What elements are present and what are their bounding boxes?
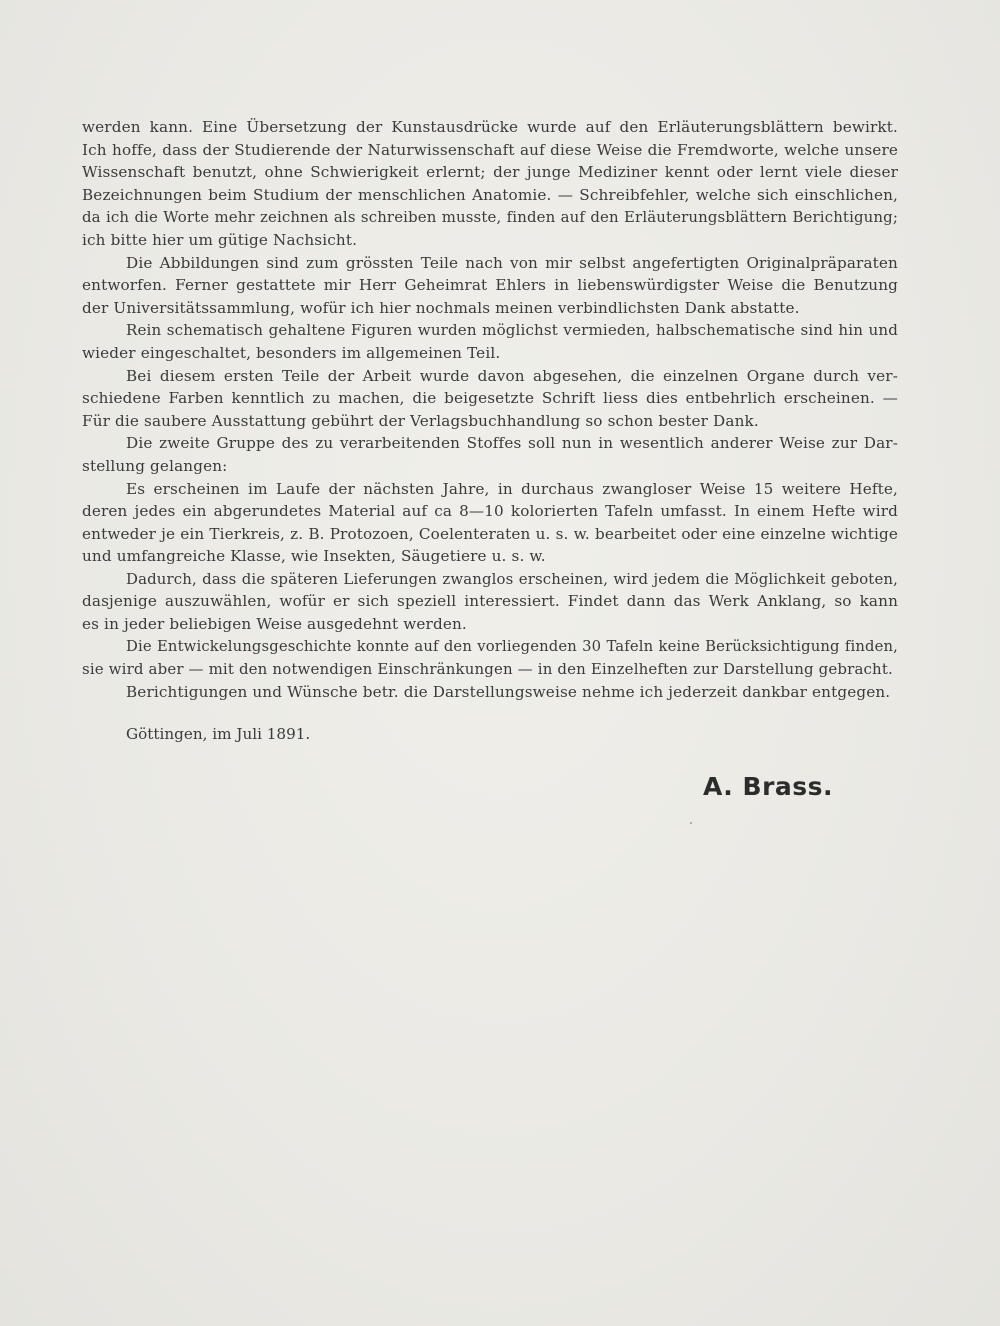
paragraph (82, 568, 898, 636)
place-date: Göttingen, im Juli 1891. (126, 725, 311, 743)
text-line: es in jeder beliebigen Weise ausgedehnt werden. (82, 615, 467, 634)
text-line: Die zweite Gruppe des zu verarbeitenden Stoffes soll nun in wesentlich anderer Weise zur Dar- (126, 434, 898, 453)
text-line: stellung gelangen: (82, 456, 228, 475)
text-line: Ich hoffe, dass der Studierende der Naturwissenschaft auf diese Weise die Fremdworte, welche unsere (82, 140, 898, 159)
paragraph (82, 365, 898, 433)
text-line: Es erscheinen im Laufe der nächsten Jahre, in durchaus zwangloser Weise 15 weitere Hefte, (126, 479, 898, 498)
text-line: Die Entwickelungsgeschichte konnte auf den vorliegenden 30 Tafeln keine Berücksichtigung finden, (126, 637, 898, 655)
paper-speck (690, 822, 692, 824)
text-line: Bei diesem ersten Teile der Arbeit wurde davon abgesehen, die einzelnen Organe durch ver- (126, 366, 898, 385)
text-line: Bezeichnungen beim Studium der menschlichen Anatomie. — Schreibfehler, welche sich einschlichen, (82, 185, 898, 204)
text-line: und umfangreiche Klasse, wie Insekten, Säugetiere u. s. w. (82, 547, 546, 566)
author-signature: A. Brass. (703, 772, 834, 801)
text-line: wieder eingeschaltet, besonders im allgemeinen Teil. (82, 343, 501, 362)
paragraph (82, 252, 898, 320)
text-line: schiedene Farben kenntlich zu machen, die beigesetzte Schrift liess dies entbehrlich erscheinen. — (82, 389, 898, 408)
paragraph (82, 319, 898, 364)
text-line: da ich die Worte mehr zeichnen als schreiben musste, finden auf den Erläuterungsblättern Berichtigung; (82, 208, 898, 227)
text-line: deren jedes ein abgerundetes Material auf ca 8—10 kolorierten Tafeln umfasst. In einem Hefte wird (82, 502, 898, 521)
paragraph (82, 432, 898, 477)
text-line: Die Abbildungen sind zum grössten Teile nach von mir selbst angefertigten Originalpräparaten (126, 253, 898, 272)
text-line: Dadurch, dass die späteren Lieferungen zwanglos erscheinen, wird jedem die Möglichkeit geboten, (126, 569, 898, 588)
text-line: sie wird aber — mit den notwendigen Einschränkungen — in den Einzelheften zur Darstellung gebracht. (82, 660, 893, 679)
paragraph (82, 116, 898, 252)
text-line: der Universitätssammlung, wofür ich hier nochmals meinen verbindlichsten Dank abstatte. (82, 298, 800, 317)
text-line: ich bitte hier um gütige Nachsicht. (82, 230, 358, 249)
text-line: Für die saubere Ausstattung gebührt der Verlagsbuchhandlung so schon bester Dank. (82, 411, 759, 430)
paragraph (82, 681, 898, 704)
text-line: entweder je ein Tierkreis, z. B. Protozoen, Coelenteraten u. s. w. bearbeitet oder eine einzelne wichtige (82, 524, 898, 543)
text-line: dasjenige auszuwählen, wofür er sich speziell interessiert. Findet dann das Werk Anklang, so kann (82, 592, 898, 611)
body-text (82, 116, 898, 703)
text-line: Rein schematisch gehaltene Figuren wurden möglichst vermieden, halbschematische sind hin und (126, 321, 898, 340)
paragraph (82, 478, 898, 568)
text-line: Berichtigungen und Wünsche betr. die Darstellungsweise nehme ich jederzeit dankbar entgegen. (126, 682, 891, 701)
text-line: Wissenschaft benutzt, ohne Schwierigkeit erlernt; der junge Mediziner kennt oder lernt viele dieser (82, 163, 898, 182)
text-line: werden kann. Eine Übersetzung der Kunstausdrücke wurde auf den Erläuterungsblättern bewirkt. (82, 118, 898, 136)
paragraph (82, 636, 898, 681)
text-line: entworfen. Ferner gestattete mir Herr Geheimrat Ehlers in liebenswürdigster Weise die Benutzung (82, 276, 898, 295)
